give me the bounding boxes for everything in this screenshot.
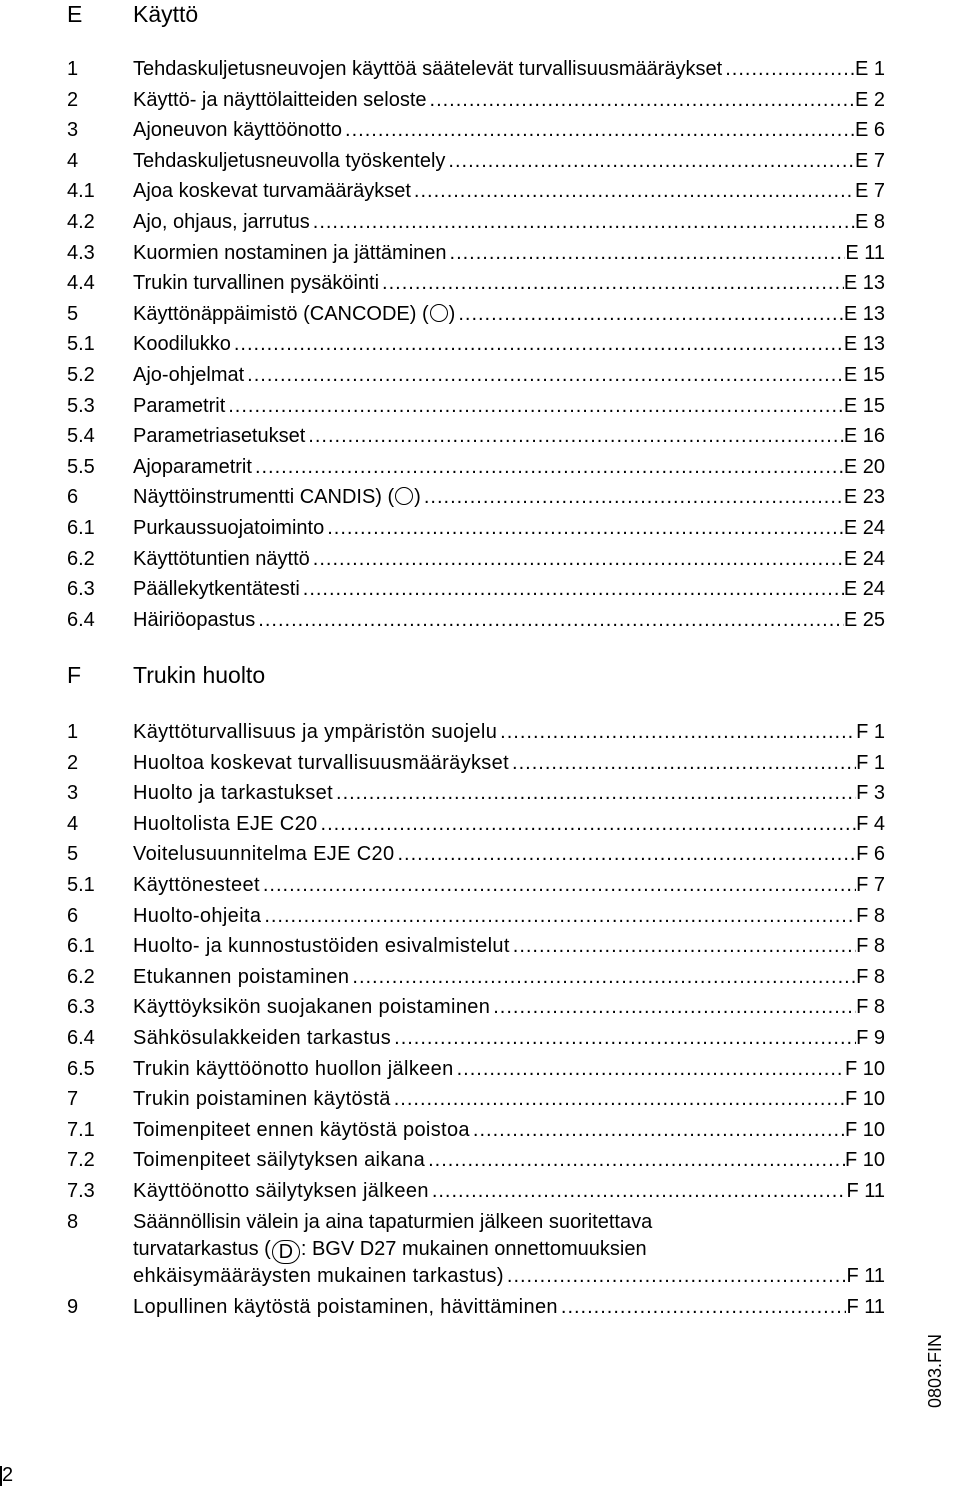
toc-entry-line — [133, 1145, 885, 1175]
toc-entry-line — [133, 391, 885, 421]
toc-entry-page: F 8 — [856, 904, 885, 927]
toc-entry-number: 6 — [67, 904, 79, 927]
toc-entry-title-text: Huolto- ja kunnostustöiden esivalmistelut — [133, 935, 510, 958]
toc-entry-title — [133, 574, 300, 604]
toc-entry-number: 5.5 — [67, 455, 95, 478]
toc-entry-page: F 4 — [856, 812, 885, 835]
toc-entry-number: 6.4 — [67, 1027, 95, 1049]
toc-entry-title — [133, 238, 447, 268]
toc-entry-number: 5 — [67, 302, 79, 325]
toc-entry-line — [133, 1054, 885, 1084]
toc-entry-title — [133, 992, 490, 1022]
toc-entry[interactable] — [0, 962, 960, 992]
toc-entry-number: 3 — [67, 119, 79, 142]
toc-entry[interactable] — [0, 992, 960, 1022]
toc-entry-title-text: Tehdaskuljetusneuvolla työskentely — [133, 149, 446, 172]
toc-entry-page: F 11 — [846, 1296, 885, 1318]
toc-line2-prefix: turvatarkastus ( — [133, 1238, 271, 1260]
toc-entry-number: 5.1 — [67, 333, 95, 356]
dot-leader — [379, 268, 844, 298]
toc-entry-title — [133, 931, 510, 961]
toc-entry[interactable] — [0, 778, 960, 808]
toc-entry-page: F 10 — [844, 1088, 885, 1111]
toc-entry-line — [133, 176, 885, 206]
toc-entry-title — [133, 452, 252, 482]
dot-leader — [318, 809, 857, 839]
dot-leader — [300, 574, 844, 604]
dot-leader — [490, 992, 856, 1022]
toc-entry[interactable] — [0, 1145, 960, 1175]
toc-entry[interactable] — [0, 54, 960, 84]
toc-entry-page: E 11 — [845, 241, 885, 264]
toc-entry[interactable] — [0, 238, 960, 268]
country-d-circle-icon: D — [272, 1240, 300, 1264]
toc-entry-title — [133, 421, 305, 451]
toc-entry-title — [133, 717, 497, 747]
toc-entry[interactable] — [0, 1292, 960, 1322]
toc-entry[interactable] — [0, 115, 960, 145]
dot-leader — [391, 1023, 856, 1053]
toc-entry-page: F 11 — [846, 1180, 885, 1202]
toc-entry[interactable] — [0, 176, 960, 206]
dot-leader — [310, 207, 855, 237]
toc-entry-number: 4.2 — [67, 211, 95, 233]
toc-entry-number: 6.1 — [67, 935, 95, 958]
toc-entry-page: E 7 — [854, 180, 885, 203]
toc-entry-title: Lopullinen käytöstä poistaminen, hävittäminen — [133, 1296, 558, 1318]
toc-entry-number: 5.3 — [67, 394, 95, 417]
toc-entry[interactable] — [0, 452, 960, 482]
dot-leader — [504, 1261, 847, 1291]
document-code: 0803.FIN — [925, 1333, 945, 1408]
toc-entry-page: E 13 — [843, 272, 885, 295]
toc-entry-title — [133, 85, 427, 115]
dot-leader — [260, 870, 856, 900]
toc-entry-line — [133, 421, 885, 451]
toc-entry-number: 7 — [67, 1088, 79, 1111]
toc-entry-title-text: Tehdaskuljetusneuvojen käyttöä säätelevät turvallisuusmääräykset — [133, 58, 723, 80]
toc-entry-title-text: Trukin poistaminen käytöstä — [133, 1088, 391, 1111]
toc-entry-title-line1: Säännöllisin välein ja aina tapaturmien jälkeen suoritettava — [133, 1211, 653, 1233]
section-title: Trukin huolto — [133, 662, 266, 688]
toc-entry-title — [133, 482, 421, 512]
toc-entry-title — [133, 115, 342, 145]
toc-entry-title — [133, 391, 225, 421]
toc-entry-page: F 6 — [856, 843, 885, 866]
toc-entry[interactable] — [0, 544, 960, 574]
toc-entry-title — [133, 360, 244, 390]
toc-entry-number: 4.4 — [67, 272, 95, 295]
toc-entry-line — [133, 1115, 885, 1145]
toc-entry-page: F 8 — [856, 935, 885, 958]
toc-entry-title — [133, 1115, 470, 1145]
toc-entry-title — [133, 1084, 391, 1114]
toc-entry[interactable] — [0, 870, 960, 900]
toc-entry-title-text: Ajoparametrit — [133, 455, 252, 478]
toc-entry-title-text: Ajo, ohjaus, jarrutus — [133, 211, 310, 233]
dot-leader — [394, 839, 856, 869]
toc-line2-suffix: : BGV D27 mukainen onnettomuuksien — [300, 1238, 647, 1260]
section-letter: E — [67, 1, 83, 27]
toc-entry-title-text: Käyttö- ja näyttölaitteiden seloste — [133, 88, 427, 111]
toc-entry-line — [133, 962, 885, 992]
toc-entry-page: E 24 — [843, 517, 885, 539]
toc-entry-title-text: Käyttöönotto säilytyksen jälkeen — [133, 1180, 429, 1202]
dot-leader — [349, 962, 856, 992]
toc-entry-title-text: Häiriöopastus — [133, 608, 256, 631]
toc-entry[interactable] — [0, 748, 960, 778]
toc-entry-line — [133, 268, 885, 298]
toc-entry-title-suffix: ) — [414, 486, 421, 509]
toc-entry[interactable] — [0, 482, 960, 512]
toc-entry-line — [133, 717, 885, 747]
toc-entry-title-text: Huoltoa koskevat turvallisuusmääräykset — [133, 751, 510, 774]
toc-entry-line — [133, 605, 885, 635]
toc-entry-page: E 1 — [854, 58, 885, 80]
toc-entry-page: F 10 — [844, 1118, 885, 1141]
toc-entry-title-text: Parametriasetukset — [133, 425, 306, 448]
toc-entry-line — [133, 1023, 885, 1053]
toc-entry-title — [133, 176, 411, 206]
toc-entry-number: 6.2 — [67, 965, 95, 988]
toc-entry[interactable] — [0, 421, 960, 451]
dot-leader — [447, 238, 846, 268]
toc-entry[interactable] — [0, 329, 960, 359]
section-title: Käyttö — [133, 1, 199, 27]
toc-entry-number: 9 — [67, 1296, 79, 1318]
toc-entry-line — [133, 452, 885, 482]
toc-entry-line — [133, 839, 885, 869]
dot-leader — [391, 1084, 845, 1114]
option-circle-icon — [430, 304, 448, 322]
toc-entry-number: 1 — [67, 58, 79, 80]
dot-leader — [333, 778, 856, 808]
toc-entry-number: 4 — [67, 812, 79, 835]
toc-entry-title-text: Kuormien nostaminen ja jättäminen — [133, 241, 447, 264]
toc-entry-title-text: Käyttönesteet — [133, 874, 260, 896]
toc-entry-page: F 8 — [856, 965, 885, 988]
toc-entry-page: E 20 — [843, 455, 885, 478]
toc-entry-line — [133, 778, 885, 808]
dot-leader — [421, 482, 844, 512]
toc-entry-title — [133, 809, 318, 839]
toc-entry[interactable] — [0, 605, 960, 635]
toc-entry-title-text: Päällekytkentätesti — [133, 578, 300, 601]
dot-leader — [497, 717, 856, 747]
section-f-heading — [0, 655, 960, 695]
toc-entry-title — [133, 778, 333, 808]
toc-entry-line — [133, 809, 885, 839]
dot-leader — [455, 299, 844, 329]
toc-entry-number: 6.2 — [67, 547, 95, 570]
dot-leader — [225, 391, 844, 421]
toc-entry-title — [133, 605, 255, 635]
toc-entry-page: E 25 — [843, 608, 885, 631]
toc-entry-number: 2 — [67, 751, 79, 774]
toc-entry-title — [133, 748, 509, 778]
toc-entry[interactable] — [0, 268, 960, 298]
toc-entry-line — [133, 115, 885, 145]
toc-entry-number: 7.2 — [67, 1149, 95, 1172]
toc-entry-title-text: Voitelusuunnitelma EJE C20 — [133, 843, 395, 866]
toc-entry-title-text: Trukin käyttöönotto huollon jälkeen — [133, 1057, 454, 1080]
toc-entry-title — [133, 544, 310, 574]
dot-leader — [425, 1145, 845, 1175]
toc-entry-title-line2 — [133, 1234, 647, 1264]
toc-entry-page: E 13 — [843, 333, 885, 356]
toc-entry-title-text: Ajoneuvon käyttöönotto — [133, 119, 343, 142]
toc-entry-page: F 11 — [846, 1265, 885, 1287]
toc-entry-page: E 7 — [854, 149, 885, 172]
dot-leader — [324, 513, 844, 543]
toc-entry-page: E 16 — [843, 425, 885, 448]
toc-entry-title-text: Trukin turvallinen pysäköinti — [133, 272, 380, 295]
toc-entry-page: E 24 — [843, 547, 885, 570]
toc-entry-title — [133, 962, 349, 992]
dot-leader — [255, 605, 844, 635]
toc-entry-title-text: Koodilukko — [133, 333, 231, 356]
toc-entry-page: E 6 — [854, 119, 885, 142]
toc-entry[interactable] — [0, 931, 960, 961]
toc-entry[interactable] — [0, 85, 960, 115]
toc-entry-number: 8 — [67, 1211, 79, 1233]
toc-entry[interactable] — [0, 360, 960, 390]
toc-entry-title-text: Käyttöturvallisuus ja ympäristön suojelu — [133, 721, 498, 743]
toc-entry-title-text: Ajo-ohjelmat — [133, 364, 245, 386]
toc-entry-line — [133, 992, 885, 1022]
toc-entry-page: F 10 — [844, 1149, 885, 1172]
toc-entry-page: E 15 — [843, 394, 885, 417]
toc-entry-title — [133, 1054, 454, 1084]
toc-entry[interactable] — [0, 1176, 960, 1206]
toc-entry-page: F 10 — [844, 1057, 885, 1080]
toc-entry-page: F 1 — [856, 751, 885, 774]
toc-entry-line3 — [133, 1261, 885, 1291]
toc-entry-title-text: Käyttönäppäimistö (CANCODE) ( — [133, 302, 429, 325]
toc-entry-page: F 7 — [856, 874, 885, 896]
toc-entry-line — [133, 574, 885, 604]
toc-entry-number: 7.3 — [67, 1180, 95, 1202]
section-letter: F — [67, 662, 82, 688]
toc-entry-page: E 24 — [843, 578, 885, 601]
toc-entry[interactable] — [0, 513, 960, 543]
toc-entry-number: 4 — [67, 149, 79, 172]
dot-leader — [454, 1054, 845, 1084]
toc-entry[interactable] — [0, 207, 960, 237]
toc-entry-page: E 15 — [843, 364, 885, 386]
toc-entry-page: E 2 — [854, 88, 885, 111]
dot-leader — [558, 1292, 847, 1322]
toc-entry-title — [133, 1176, 429, 1206]
toc-entry-title-text: Näyttöinstrumentti CANDIS) ( — [133, 486, 395, 509]
toc-entry-title-line3: ehkäisymääräysten mukainen tarkastus) — [133, 1265, 504, 1287]
option-circle-icon — [395, 487, 413, 505]
toc-entry[interactable] — [0, 299, 960, 329]
toc-entry-title-text: Käyttötuntien näyttö — [133, 547, 310, 570]
dot-leader — [427, 85, 855, 115]
toc-entry-line — [133, 1176, 885, 1206]
toc-entry-line — [133, 1292, 885, 1322]
toc-entry-title-text: Toimenpiteet säilytyksen aikana — [133, 1149, 426, 1172]
toc-entry-number: 2 — [67, 88, 79, 111]
toc-entry-line — [133, 329, 885, 359]
toc-entry-line — [133, 513, 885, 543]
toc-entry-number: 5.4 — [67, 425, 95, 448]
dot-leader — [342, 115, 855, 145]
toc-entry-line — [133, 360, 885, 390]
toc-entry-line — [133, 146, 885, 176]
toc-entry-title-text: Purkaussuojatoiminto — [133, 517, 325, 539]
toc-entry-number: 4.3 — [67, 241, 95, 264]
toc-entry[interactable] — [0, 391, 960, 421]
toc-entry[interactable] — [0, 901, 960, 931]
toc-entry-title-text: Toimenpiteet ennen käytöstä poistoa — [133, 1118, 470, 1141]
toc-entry-line — [133, 238, 885, 268]
toc-entry-page: E 23 — [843, 486, 885, 509]
toc-entry-title — [133, 870, 260, 900]
dot-leader — [470, 1115, 845, 1145]
dot-leader — [305, 421, 844, 451]
toc-entry-title — [133, 54, 722, 84]
toc-entry-title-text: Sähkösulakkeiden tarkastus — [133, 1027, 392, 1049]
toc-entry-number: 7.1 — [67, 1118, 95, 1141]
dot-leader — [510, 931, 856, 961]
toc-entry[interactable] — [0, 839, 960, 869]
toc-entry-title — [133, 268, 379, 298]
toc-entry[interactable] — [0, 146, 960, 176]
toc-entry-line — [133, 299, 885, 329]
toc-entry[interactable] — [0, 1084, 960, 1114]
dot-leader — [509, 748, 856, 778]
toc-entry-line — [133, 901, 885, 931]
toc-entry-title-text: Ajoa koskevat turvamääräykset — [133, 180, 411, 203]
dot-leader — [411, 176, 855, 206]
toc-entry-line — [133, 748, 885, 778]
toc-entry[interactable] — [0, 1115, 960, 1145]
toc-entry-title — [133, 299, 455, 329]
toc-entry-title-text: Huolto-ohjeita — [133, 904, 262, 927]
dot-leader — [445, 146, 855, 176]
toc-entry-title-text: Huolto ja tarkastukset — [133, 782, 334, 805]
toc-entry-number: 4.1 — [67, 180, 95, 203]
toc-entry-number: 5.2 — [67, 364, 95, 386]
toc-entry-line — [133, 870, 885, 900]
toc-entry-line — [133, 85, 885, 115]
toc-entry-title-text: Huoltolista EJE C20 — [133, 812, 318, 835]
toc-entry-line — [133, 1084, 885, 1114]
toc-entry[interactable] — [0, 1054, 960, 1084]
page-number: 2 — [2, 1464, 14, 1486]
section-e-heading — [0, 0, 960, 34]
toc-entry-title — [133, 329, 231, 359]
toc-entry-title — [133, 207, 310, 237]
toc-entry-number: 6.3 — [67, 996, 95, 1019]
dot-leader — [231, 329, 844, 359]
toc-entry-number: 1 — [67, 721, 79, 743]
toc-entry-number: 6 — [67, 486, 79, 509]
toc-entry-number: 3 — [67, 782, 79, 805]
toc-entry-page: F 8 — [856, 996, 885, 1019]
dot-leader — [429, 1176, 847, 1206]
dot-leader — [261, 901, 856, 931]
toc-entry[interactable] — [0, 574, 960, 604]
toc-entry-line — [133, 54, 885, 84]
toc-entry-page: F 1 — [856, 721, 885, 743]
toc-entry-number: 6.5 — [67, 1057, 95, 1080]
toc-entry-number: 6.1 — [67, 517, 95, 539]
toc-entry-line — [133, 482, 885, 512]
toc-entry-title-text: Parametrit — [133, 394, 226, 417]
dot-leader — [310, 544, 844, 574]
toc-entry-title — [133, 1145, 425, 1175]
toc-entry-number: 6.3 — [67, 578, 95, 601]
toc-entry-number: 6.4 — [67, 608, 95, 631]
toc-entry-title-text: Etukannen poistaminen — [133, 965, 350, 988]
dot-leader — [244, 360, 844, 390]
toc-entry-page: E 13 — [843, 302, 885, 325]
toc-entry-title — [133, 839, 394, 869]
toc-entry-number: 5 — [67, 843, 79, 866]
toc-entry-line — [133, 544, 885, 574]
dot-leader — [722, 54, 855, 84]
toc-entry-title — [133, 513, 324, 543]
toc-entry-title — [133, 146, 445, 176]
toc-entry-page: E 8 — [854, 211, 885, 233]
toc-entry-title-suffix: ) — [448, 302, 456, 325]
toc-entry[interactable] — [0, 717, 960, 747]
toc-entry-line — [133, 931, 885, 961]
toc-entry[interactable] — [0, 809, 960, 839]
dot-leader — [252, 452, 844, 482]
toc-entry-title-text: Käyttöyksikön suojakanen poistaminen — [133, 996, 491, 1019]
toc-entry-page: F 9 — [856, 1027, 885, 1049]
toc-entry-line — [133, 207, 885, 237]
toc-entry-title — [133, 901, 261, 931]
toc-entry[interactable] — [0, 1023, 960, 1053]
toc-entry-number: 5.1 — [67, 874, 95, 896]
toc-entry-page: F 3 — [856, 782, 885, 805]
toc-entry-title — [133, 1023, 391, 1053]
